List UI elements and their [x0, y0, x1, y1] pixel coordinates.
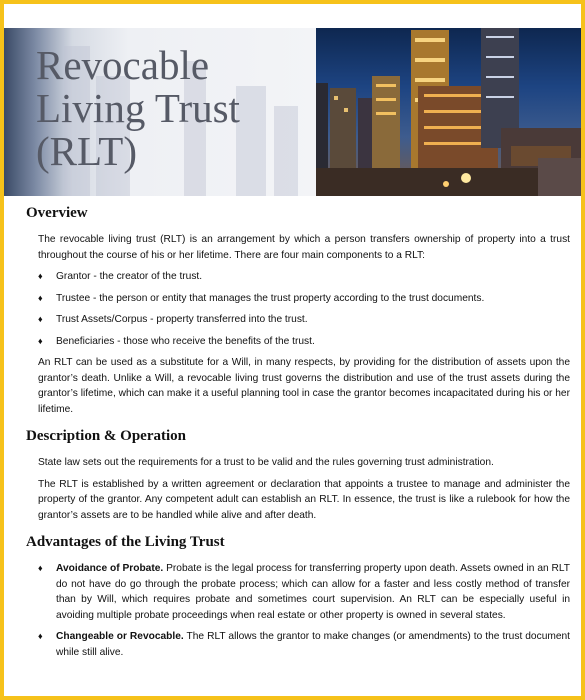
list-item: ♦ Grantor - the creator of the trust.	[38, 269, 570, 285]
header-banner	[4, 28, 581, 196]
diamond-bullet-icon: ♦	[38, 335, 43, 346]
advantages-list	[38, 561, 570, 660]
skyline-illustration	[316, 28, 581, 196]
advantage-text: The RLT allows the grantor to make changes (or amendments) to the trust document while still alive.	[56, 631, 571, 658]
description-section	[26, 427, 570, 523]
title-line: (RLT)	[36, 128, 137, 174]
diamond-bullet-icon: ♦	[38, 631, 43, 641]
diamond-bullet-icon: ♦	[38, 563, 43, 573]
list-item: ♦ Trustee - the person or entity that manages the trust property according to the trust documents.	[38, 291, 570, 307]
list-item	[38, 561, 570, 623]
city-skyline-photo	[316, 28, 581, 196]
description-paragraph: State law sets out the requirements for a trust to be valid and the rules governing trust administration.	[38, 457, 494, 468]
list-item: ♦ Trust Assets/Corpus - property transferred into the trust.	[38, 312, 570, 328]
advantages-heading: Advantages of the Living Trust	[26, 534, 225, 550]
list-item	[38, 629, 570, 660]
title-line: Revocable	[36, 42, 210, 88]
diamond-bullet-icon: ♦	[38, 271, 43, 281]
overview-heading: Overview	[26, 205, 88, 221]
document-body	[26, 204, 570, 666]
components-list	[38, 269, 570, 349]
document-title	[36, 44, 240, 173]
document-page	[4, 4, 581, 696]
overview-intro: The revocable living trust (RLT) is an arrangement by which a person transfers ownership of property into a trust throughout the course of his or her lifetime. There are four main components to a RLT:	[38, 234, 570, 261]
advantage-title: Avoidance of Probate.	[56, 563, 164, 574]
overview-closing: An RLT can be used as a substitute for a Will, in many respects, by providing for the distribution of assets upon the grantor’s death. Unlike a Will, a revocable living trust governs the distribution and use of the trust assets during the grantor’s lifetime, which can make it a useful planning tool in case the grantor becomes incapacitated during his or her lifetime.	[38, 357, 570, 415]
title-line: Living Trust	[36, 85, 240, 131]
description-heading: Description & Operation	[26, 428, 186, 444]
diamond-bullet-icon: ♦	[38, 314, 43, 324]
advantages-section	[26, 533, 570, 660]
description-paragraph: The RLT is established by a written agreement or declaration that appoints a trustee to manage and administer the property of the grantor. Any competent adult can establish an RLT. In essence, the trust is like a rulebook for how the grantor’s assets are to be handled while alive and after death.	[38, 478, 570, 521]
list-item: ♦ Beneficiaries - those who receive the benefits of the trust.	[38, 334, 570, 350]
advantage-title: Changeable or Revocable.	[56, 631, 184, 642]
overview-section	[26, 204, 570, 417]
advantage-text: Probate is the legal process for transferring property upon death. Assets owned in an RLT do not have do go through the probate process; which can allow for a faster and less costly method of transfer than by Will, which requires probate and sometimes court supervision. An RLT can be especially useful in avoiding multiple probate proceedings when real estate or other property is owned in several states.	[56, 563, 570, 621]
diamond-bullet-icon: ♦	[38, 292, 43, 303]
